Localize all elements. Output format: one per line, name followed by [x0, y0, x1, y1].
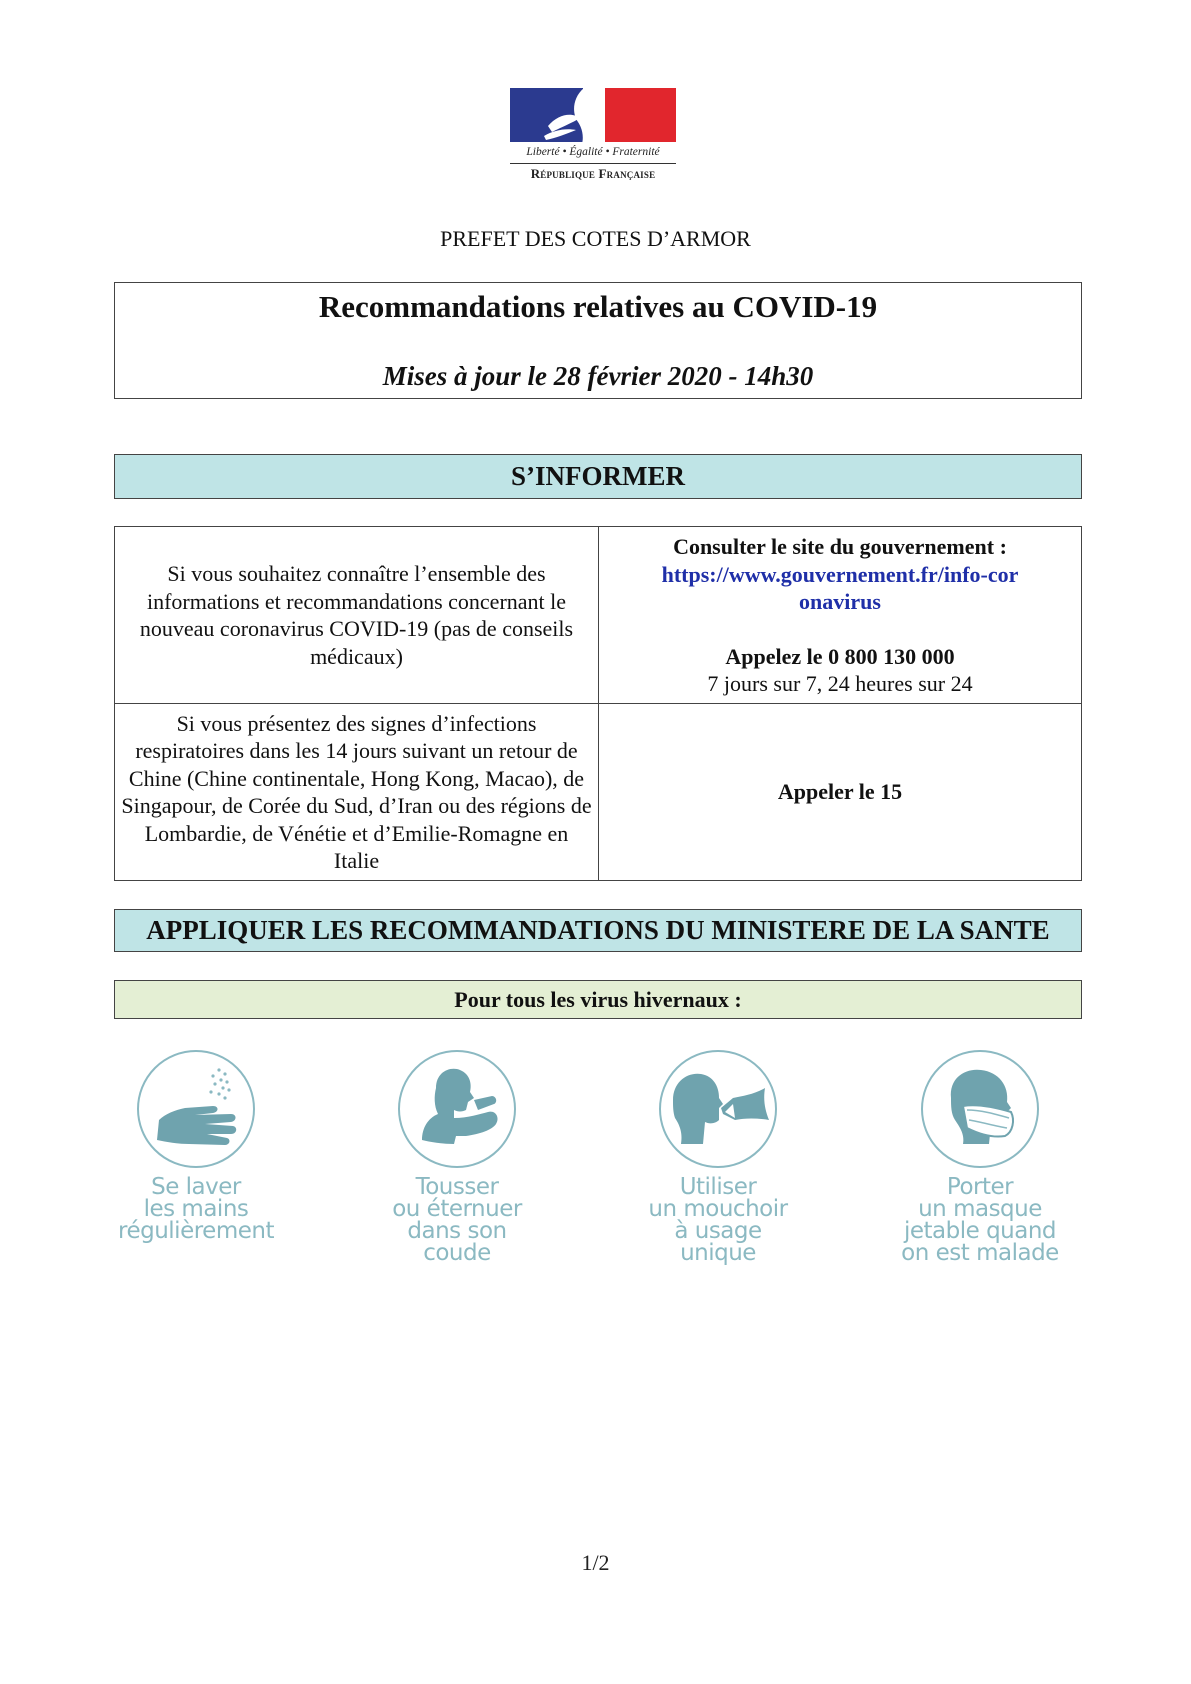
logo-name: République Française [530, 166, 656, 181]
recommendation-cough-elbow [327, 1048, 587, 1264]
recommendation-mask [850, 1048, 1110, 1264]
logo-motto: Liberté • Égalité • Fraternité [526, 146, 660, 158]
update-date: Mises à jour le 28 février 2020 - 14h30 [382, 361, 814, 391]
hand-washing-icon [135, 1048, 257, 1170]
icon-caption-tissue: Utiliser un mouchoir à usage unique [648, 1174, 788, 1266]
phone-hours: 7 jours sur 7, 24 heures sur 24 [707, 671, 973, 696]
icon-caption-cough: Tousser ou éternuer dans son coude [392, 1174, 522, 1266]
page-number: 1/2 [581, 1550, 610, 1575]
icon-caption-mask: Porter un masque jetable quand on est malade [901, 1174, 1059, 1266]
cough-elbow-icon [396, 1048, 518, 1170]
phone-number: Appelez le 0 800 130 000 [725, 643, 955, 669]
marianne-icon [538, 86, 638, 144]
section-informer-heading: S’INFORMER [114, 454, 1082, 499]
info-row-1-right [599, 527, 1081, 703]
title-box [114, 282, 1082, 399]
info-row-1-left: Si vous souhaitez connaître l’ensemble des informations et recommandations concernant le nouveau coronavirus COVID-19 (pas de conseils médicaux) [139, 561, 574, 669]
info-row-2-left: Si vous présentez des signes d’infections respiratoires dans les 14 jours suivant un retour de Chine (Chine continentale, Hong Kong, Macao), de Singapour, de Corée du Sud, d’Iran ou des régions de Lombardie, de Vénétie et d’Emilie-Romagne en Italie [121, 710, 592, 873]
gov-link[interactable]: https://www.gouvernement.fr/info-coronavirus [661, 561, 1019, 614]
page-title: Recommandations relatives au COVID-19 [318, 289, 878, 324]
recommendation-tissue [588, 1048, 848, 1264]
virus-subheading: Pour tous les virus hivernaux : [114, 980, 1082, 1019]
republique-logo [508, 86, 678, 186]
info-table [114, 526, 1082, 881]
consult-site-label: Consulter le site du gouvernement : [673, 534, 1007, 559]
mask-icon [919, 1048, 1041, 1170]
prefet-heading: PREFET DES COTES D’ARMOR [440, 226, 751, 251]
info-row-2-right: Appeler le 15 [777, 779, 903, 805]
tissue-icon [657, 1048, 779, 1170]
icon-caption-wash: Se laver les mains régulièrement [118, 1174, 274, 1244]
section-appliquer-heading: APPLIQUER LES RECOMMANDATIONS DU MINISTERE DE LA SANTE [114, 909, 1082, 952]
recommendation-wash-hands [66, 1048, 326, 1242]
